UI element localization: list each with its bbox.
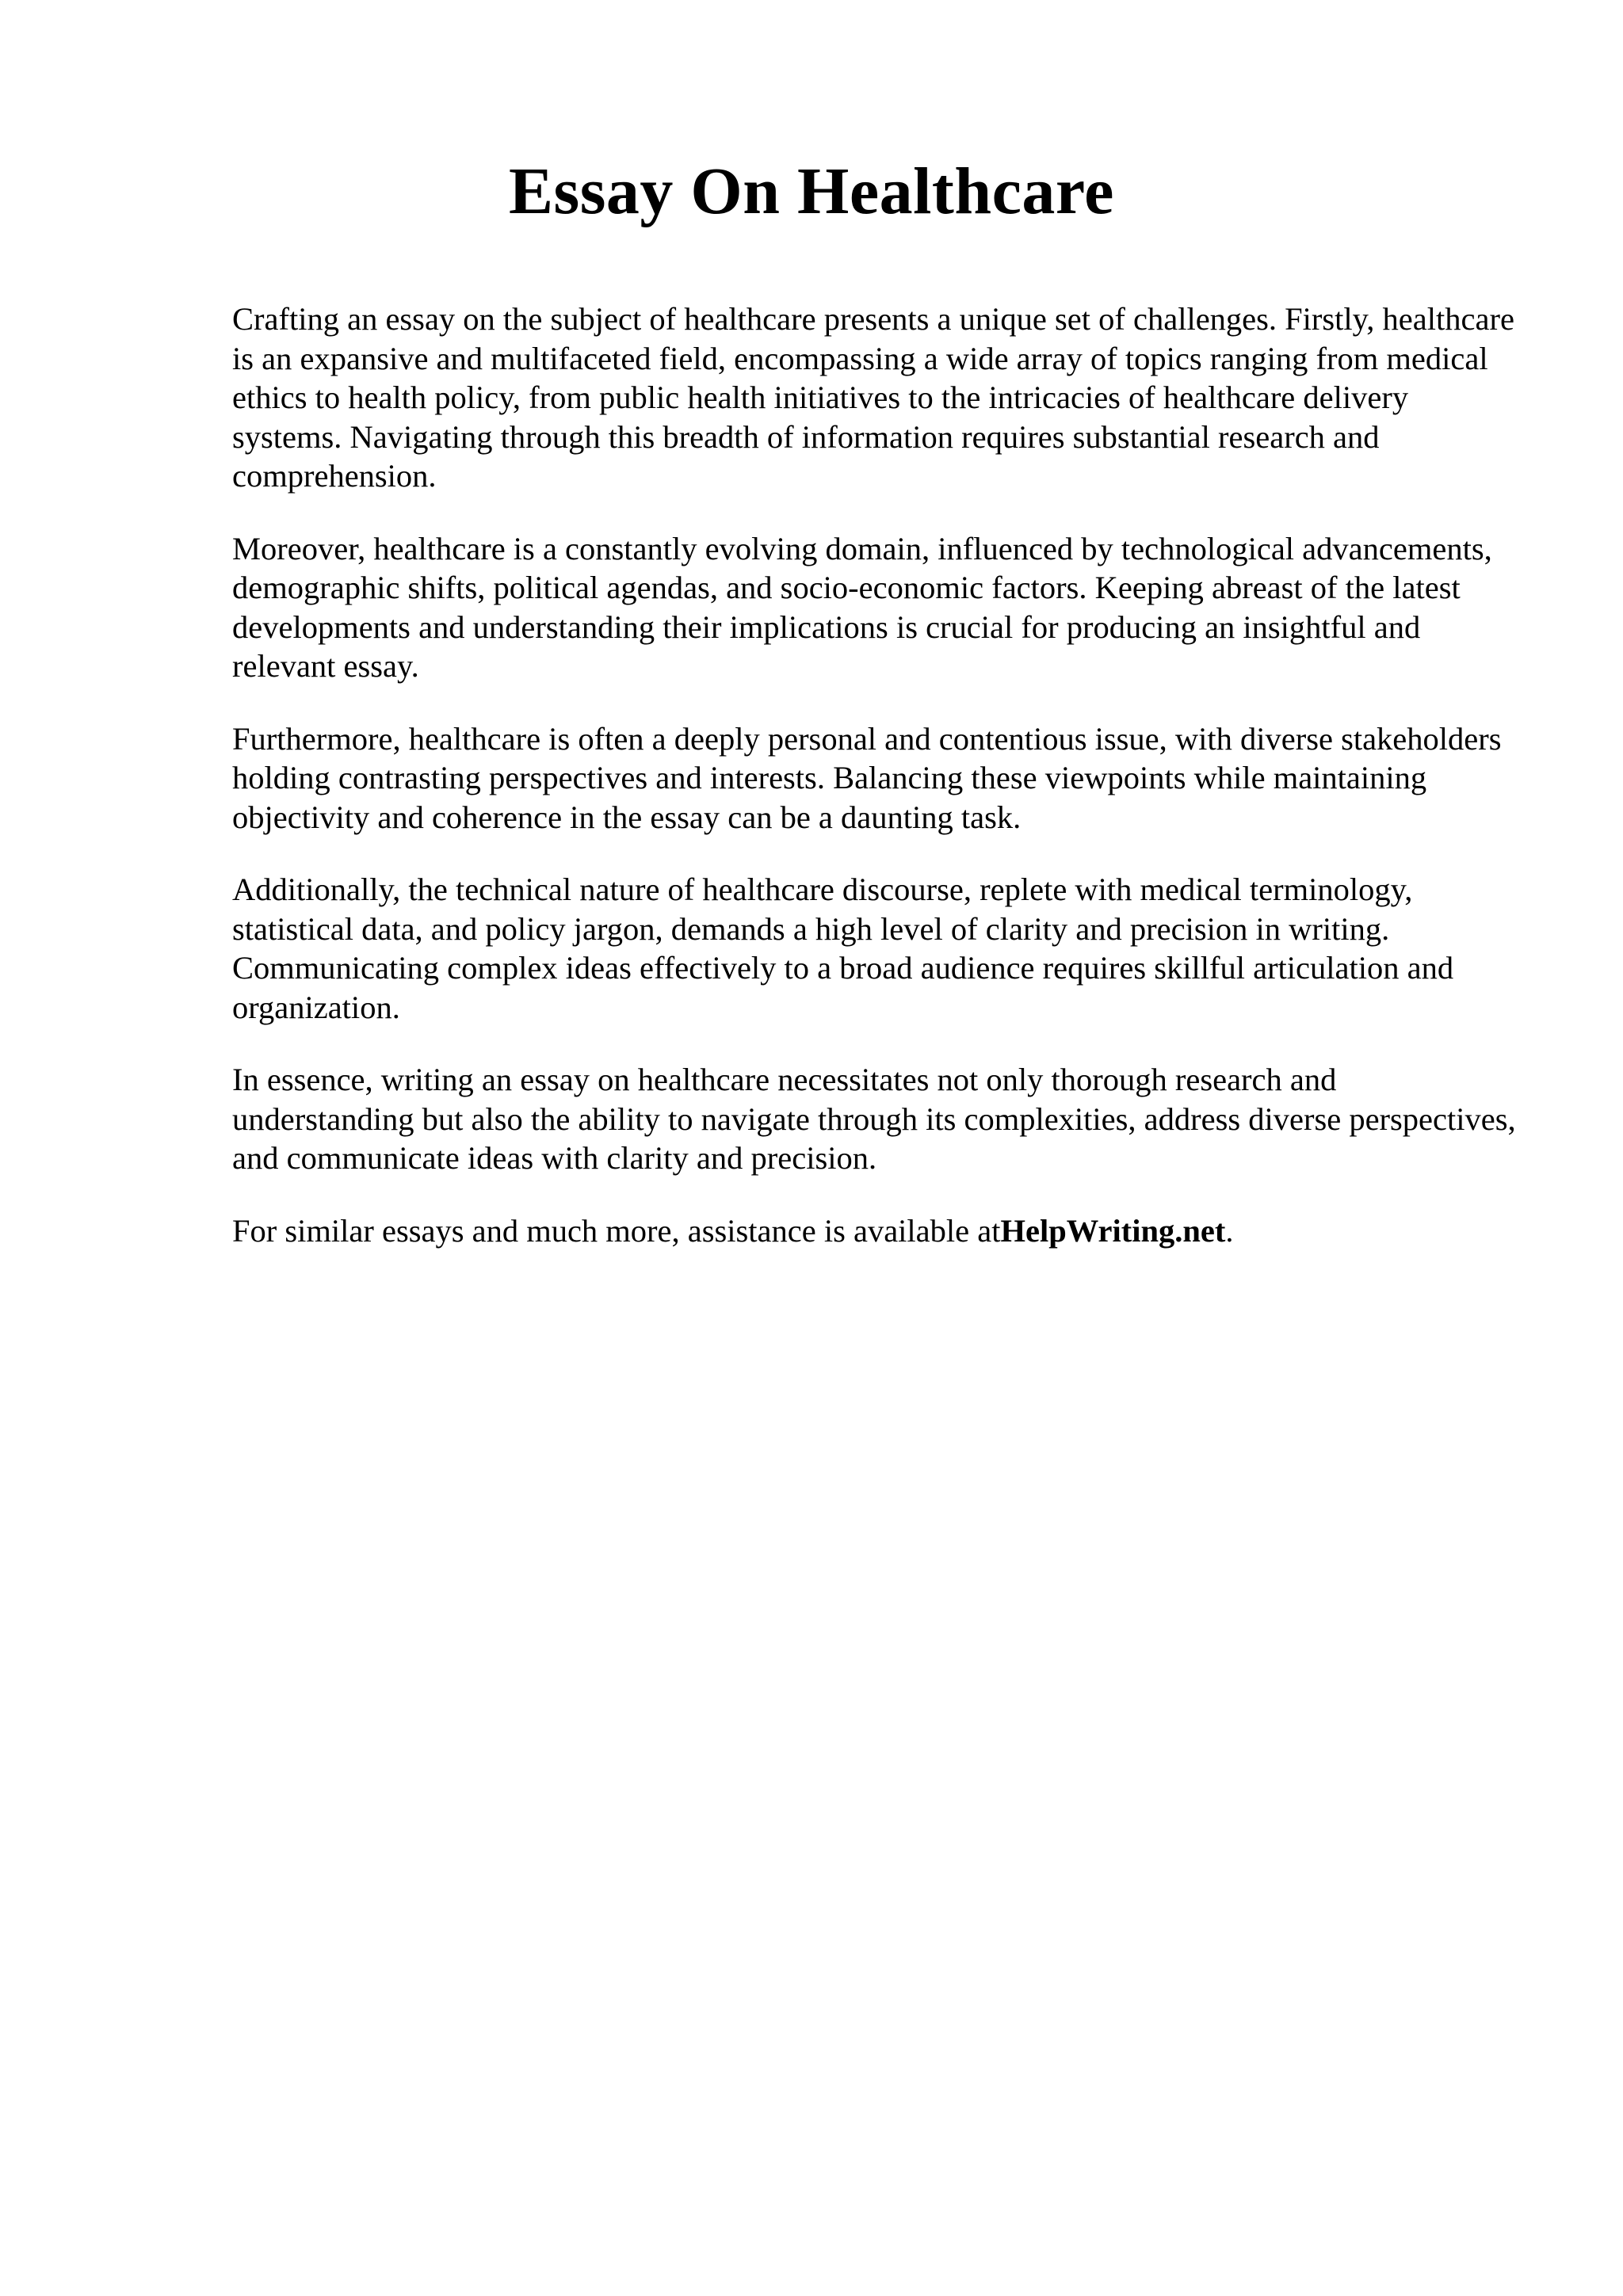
document-title: Essay On Healthcare (509, 154, 1114, 228)
paragraph-5: In essence, writing an essay on healthcare necessitates not only thorough research and understanding but also the ability to navigate through its complexities, address diverse perspectives, and communicate ideas with clarity and precision. (232, 1062, 1516, 1176)
paragraph-3: Furthermore, healthcare is often a deeply personal and contentious issue, with diverse stakeholders holding contrasting perspectives and interests. Balancing these viewpoints while maintaining objectivity and coherence in the essay can be a daunting task. (232, 720, 1502, 835)
closing-text: For similar essays and much more, assistance is available at (232, 1212, 1001, 1249)
document-body (232, 299, 1524, 1283)
paragraph-4: Additionally, the technical nature of healthcare discourse, replete with medical terminology, statistical data, and policy jargon, demands a high level of clarity and precision in writing. Communicating complex ideas effectively to a broad audience requires skillful articulation and organization. (232, 871, 1454, 1025)
helpwriting-link[interactable]: HelpWriting.net (1000, 1212, 1226, 1249)
paragraph-1: Crafting an essay on the subject of healthcare presents a unique set of challenges. Firstly, healthcare is an expansive and multifaceted field, encompassing a wide array of topics ranging from medical ethics to health policy, from public health initiatives to the intricacies of healthcare delivery systems. Navigating through this breadth of information requires substantial research and comprehension. (232, 301, 1514, 494)
closing-period: . (1225, 1212, 1234, 1249)
paragraph-2: Moreover, healthcare is a constantly evolving domain, influenced by technological advancements, demographic shifts, political agendas, and socio-economic factors. Keeping abreast of the latest developments and understanding their implications is crucial for producing an insightful and relevant essay. (232, 530, 1492, 684)
closing-paragraph (232, 1211, 1524, 1251)
